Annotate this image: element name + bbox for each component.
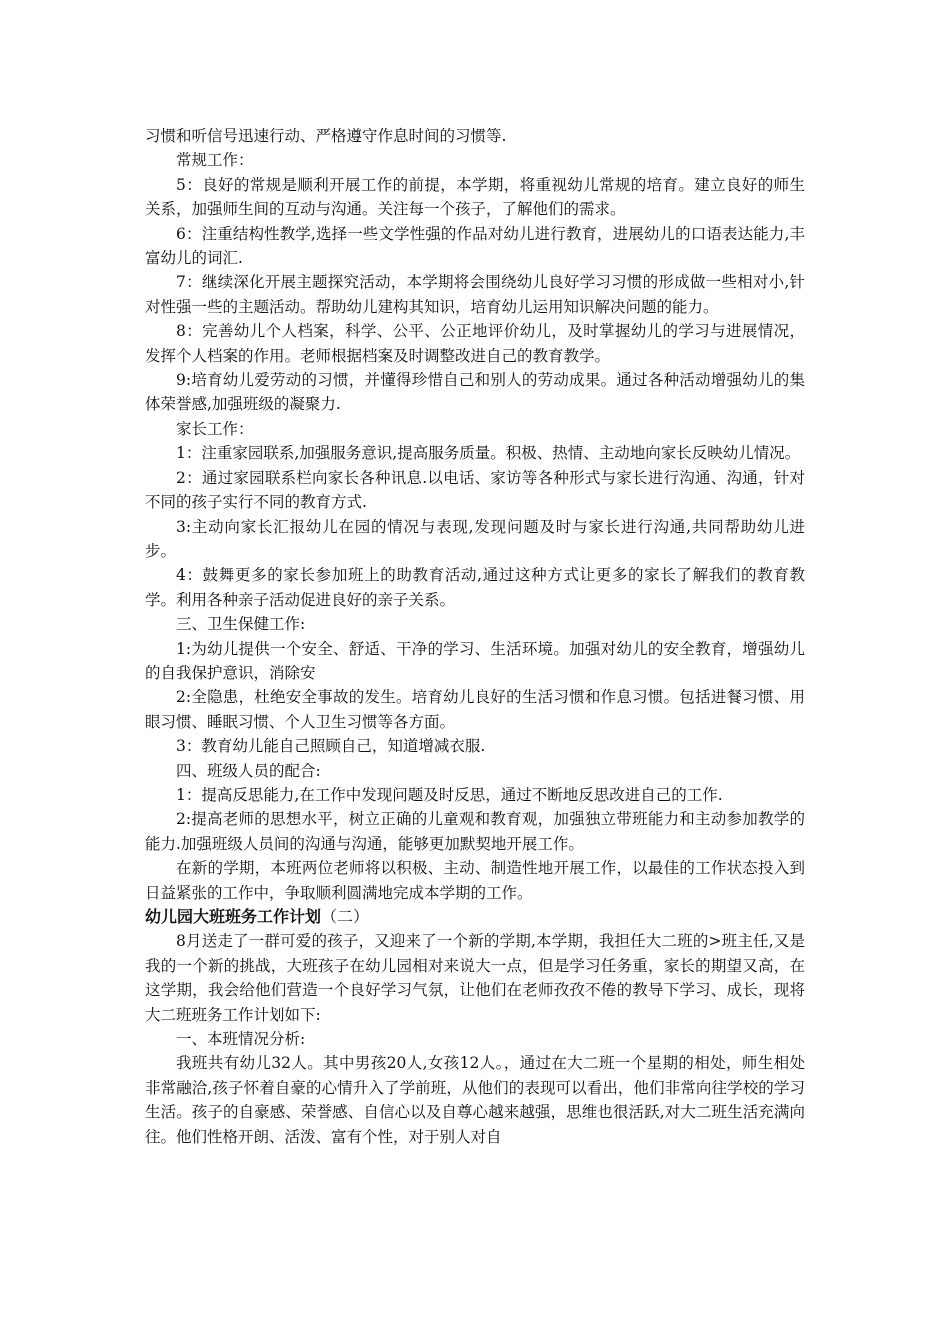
paragraph: 习惯和听信号迅速行动、严格遵守作息时间的习惯等. [145, 127, 507, 145]
paragraph: 1:为幼儿提供一个安全、舒适、干净的学习、生活环境。加强对幼儿的安全教育，增强幼儿的自我保护意识，消除安 [145, 639, 805, 682]
document-body [145, 124, 805, 1149]
paragraph: 3:主动向家长汇报幼儿在园的情况与表现,发现问题及时与家长进行沟通,共同帮助幼儿进步。 [145, 517, 805, 560]
section-title-main: 幼儿园大班班务工作计划 [145, 907, 322, 926]
paragraph: 一、本班情况分析: [176, 1030, 306, 1049]
plan-part-two [145, 929, 805, 1149]
paragraph: 8月送走了一群可爱的孩子，又迎来了一个新的学期,本学期，我担任大二班的>班主任,又是我的一个新的挑战，大班孩子在幼儿园相对来说大一点，但是学习任务重，家长的期望又高，在这学期，我会给他们营造一个良好学习气氛，让他们在老师孜孜不倦的教导下学习、成长，现将大二班班务工作计划如下: [145, 932, 805, 1024]
paragraph: 7：继续深化开展主题探究活动，本学期将会围绕幼儿良好学习习惯的形成做一些相对小,针对性强一些的主题活动。帮助幼儿建构其知识，培育幼儿运用知识解决问题的能力。 [145, 273, 805, 316]
paragraph: 2：通过家园联系栏向家长各种讯息.以电话、家访等各种形式与家长进行沟通、沟通，针对不同的孩子实行不同的教育方式. [145, 468, 805, 512]
paragraph: 2:全隐患，杜绝安全事故的发生。培育幼儿良好的生活习惯和作息习惯。包括进餐习惯、用眼习惯、睡眠习惯、个人卫生习惯等各方面。 [145, 688, 805, 731]
paragraph: 常规工作： [176, 151, 254, 170]
paragraph: 4：鼓舞更多的家长参加班上的助教育活动,通过这种方式让更多的家长了解我们的教育教学。利用各种亲子活动促进良好的亲子关系。 [145, 566, 805, 609]
paragraph: 5：良好的常规是顺利开展工作的前提，本学期，将重视幼儿常规的培育。建立良好的师生关系，加强师生间的互动与沟通。关注每一个孩子，了解他们的需求。 [145, 175, 805, 219]
paragraph: 8：完善幼儿个人档案，科学、公平、公正地评价幼儿，及时掌握幼儿的学习与进展情况，发挥个人档案的作用。老师根据档案及时调整改进自己的教育教学。 [145, 322, 805, 365]
paragraph: 1：注重家园联系,加强服务意识,提高服务质量。积极、热情、主动地向家长反映幼儿情况。 [176, 444, 801, 463]
paragraph: 3：教育幼儿能自己照顾自己，知道增减衣服. [176, 737, 486, 756]
paragraph: 1：提高反思能力,在工作中发现问题及时反思，通过不断地反思改进自己的工作. [176, 785, 723, 804]
paragraph: 四、班级人员的配合: [176, 761, 321, 780]
paragraph: 在新的学期，本班两位老师将以积极、主动、制造性地开展工作，以最佳的工作状态投入到日益紧张的工作中，争取顺利圆满地完成本学期的工作。 [145, 859, 805, 902]
section-title-sub: （二） [321, 907, 370, 926]
paragraph: 三、卫生保健工作: [176, 615, 306, 634]
plan-part-one [145, 124, 805, 905]
paragraph: 2:提高老师的思想水平，树立正确的儿童观和教育观，加强独立带班能力和主动参加教学的能力.加强班级人员间的沟通与沟通，能够更加默契地开展工作。 [145, 810, 805, 853]
section-title [145, 905, 805, 929]
paragraph: 家长工作： [176, 419, 254, 438]
paragraph: 9:培育幼儿爱劳动的习惯，并懂得珍惜自己和别人的劳动成果。通过各种活动增强幼儿的集体荣誉感,加强班级的凝聚力. [145, 371, 805, 414]
paragraph: 我班共有幼儿32人。其中男孩20人,女孩12人。，通过在大二班一个星期的相处，师生相处非常融洽,孩子怀着自豪的心情升入了学前班，从他们的表现可以看出，他们非常向往学校的学习生活。孩子的自豪感、荣誉感、自信心以及自尊心越来越强，思维也很活跃,对大二班生活充满向往。他们性格开朗、活泼、富有个性，对于别人对自 [145, 1054, 805, 1146]
paragraph: 6：注重结构性教学,选择一些文学性强的作品对幼儿进行教育，进展幼儿的口语表达能力,丰富幼儿的词汇. [145, 224, 805, 268]
